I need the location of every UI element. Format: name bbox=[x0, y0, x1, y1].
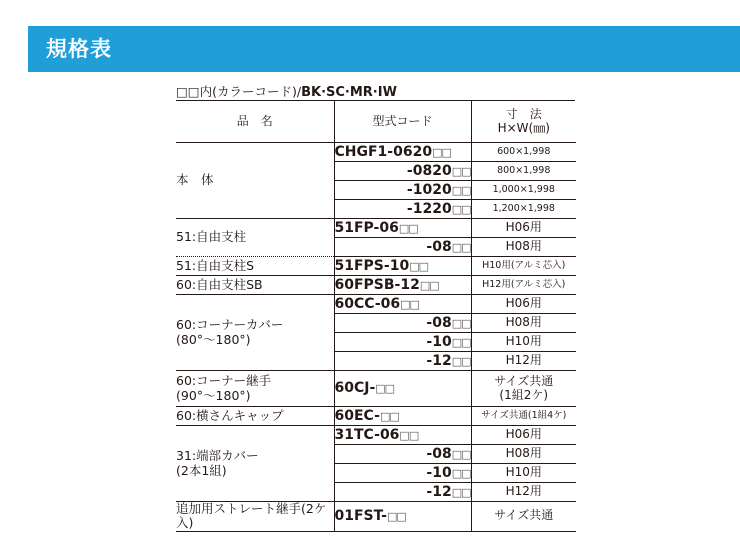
color-code-note bbox=[176, 83, 576, 100]
table-row bbox=[176, 407, 576, 426]
model-code-cell: CHGF1-0620□□ bbox=[334, 143, 471, 162]
product-name-cell: 51:自由支柱 bbox=[176, 219, 334, 257]
table-row bbox=[176, 295, 576, 314]
dimension-cell: H12用 bbox=[471, 483, 576, 502]
product-name-cell: 60:自由支柱SB bbox=[176, 276, 334, 295]
color-code-placeholder: □□ bbox=[398, 221, 418, 235]
color-code-placeholder: □□ bbox=[451, 164, 471, 178]
spec-table-body bbox=[176, 143, 576, 532]
color-code-placeholder: □□ bbox=[451, 485, 471, 499]
dimension-cell: H06用 bbox=[471, 219, 576, 238]
color-code-placeholder: □□ bbox=[409, 259, 428, 273]
dimension-cell: H08用 bbox=[471, 314, 576, 333]
color-code-placeholder: □□ bbox=[400, 297, 419, 311]
dimension-cell: H10用 bbox=[471, 464, 576, 483]
model-code-cell: 60CC-06□□ bbox=[334, 295, 471, 314]
spec-table bbox=[176, 101, 576, 532]
header-banner bbox=[28, 26, 740, 72]
header-dimensions: 寸 法 H×W(㎜) bbox=[471, 101, 576, 143]
dimension-cell: H12用 bbox=[471, 352, 576, 371]
model-code-cell: -12□□ bbox=[334, 352, 471, 371]
product-name-cell: 本 体 bbox=[176, 143, 334, 219]
color-code-placeholder: □□ bbox=[451, 466, 471, 480]
color-code-placeholder: □□ bbox=[375, 382, 395, 396]
product-name-cell: 51:自由支柱S bbox=[176, 257, 334, 276]
model-code-cell: -1220□□ bbox=[334, 200, 471, 219]
dimension-cell: 1,200×1,998 bbox=[471, 200, 576, 219]
color-code-placeholder: □□ bbox=[451, 354, 471, 368]
model-code-cell: 60CJ-□□ bbox=[334, 371, 471, 407]
model-code-cell: -1020□□ bbox=[334, 181, 471, 200]
color-code-placeholder: □□ bbox=[386, 510, 406, 524]
model-code-cell: 01FST-□□ bbox=[334, 502, 471, 532]
color-code-placeholder: □□ bbox=[451, 316, 471, 330]
product-name-cell: 追加用ストレート継手(2ケ入) bbox=[176, 502, 334, 532]
model-code-cell: 60FPSB-12□□ bbox=[334, 276, 471, 295]
model-code-cell: 51FPS-10□□ bbox=[334, 257, 471, 276]
dimension-cell: H08用 bbox=[471, 238, 576, 257]
table-row bbox=[176, 371, 576, 407]
dimension-cell: H08用 bbox=[471, 445, 576, 464]
page-title: 規格表 bbox=[46, 37, 112, 61]
color-code-placeholder: □□ bbox=[451, 240, 471, 254]
color-code-placeholder: □□ bbox=[432, 145, 451, 159]
model-code-cell: -10□□ bbox=[334, 464, 471, 483]
color-code-placeholder: □□ bbox=[379, 409, 399, 423]
header-product-name: 品 名 bbox=[176, 101, 334, 143]
table-row bbox=[176, 276, 576, 295]
dimension-cell: 1,000×1,998 bbox=[471, 181, 576, 200]
model-code-cell: -0820□□ bbox=[334, 162, 471, 181]
dimension-cell: サイズ共通(1組4ケ) bbox=[471, 407, 576, 426]
table-row bbox=[176, 257, 576, 276]
color-code-placeholder: □□ bbox=[451, 447, 471, 461]
product-name-cell: 60:コーナーカバー (80°〜180°) bbox=[176, 295, 334, 371]
product-name-cell: 60:横さんキャップ bbox=[176, 407, 334, 426]
color-code-placeholder: □□ bbox=[451, 335, 471, 349]
dimension-cell: H10用(アルミ芯入) bbox=[471, 257, 576, 276]
dimension-cell: 800×1,998 bbox=[471, 162, 576, 181]
color-code-placeholder: □□ bbox=[399, 428, 419, 442]
model-code-cell: 51FP-06□□ bbox=[334, 219, 471, 238]
table-header-row bbox=[176, 101, 576, 143]
dimension-cell: サイズ共通 (1組2ケ) bbox=[471, 371, 576, 407]
product-name-cell: 31:端部カバー (2本1組) bbox=[176, 426, 334, 502]
color-code-prefix: □□内(カラーコード)/ bbox=[176, 84, 302, 99]
dimension-cell: H06用 bbox=[471, 295, 576, 314]
dimension-cell: H12用(アルミ芯入) bbox=[471, 276, 576, 295]
model-code-cell: 31TC-06□□ bbox=[334, 426, 471, 445]
dimension-cell: 600×1,998 bbox=[471, 143, 576, 162]
color-code-placeholder: □□ bbox=[451, 202, 471, 216]
model-code-cell: -08□□ bbox=[334, 445, 471, 464]
color-code-placeholder: □□ bbox=[419, 278, 439, 292]
table-row bbox=[176, 426, 576, 445]
table-row bbox=[176, 502, 576, 532]
table-row bbox=[176, 219, 576, 238]
header-model-code: 型式コード bbox=[334, 101, 471, 143]
dimension-cell: サイズ共通 bbox=[471, 502, 576, 532]
model-code-cell: 60EC-□□ bbox=[334, 407, 471, 426]
model-code-cell: -08□□ bbox=[334, 314, 471, 333]
table-row bbox=[176, 143, 576, 162]
model-code-cell: -10□□ bbox=[334, 333, 471, 352]
model-code-cell: -12□□ bbox=[334, 483, 471, 502]
color-code-placeholder: □□ bbox=[451, 183, 471, 197]
color-code-list: BK·SC·MR·IW bbox=[301, 85, 397, 100]
model-code-cell: -08□□ bbox=[334, 238, 471, 257]
product-name-cell: 60:コーナー継手 (90°〜180°) bbox=[176, 371, 334, 407]
dimension-cell: H10用 bbox=[471, 333, 576, 352]
dimension-cell: H06用 bbox=[471, 426, 576, 445]
